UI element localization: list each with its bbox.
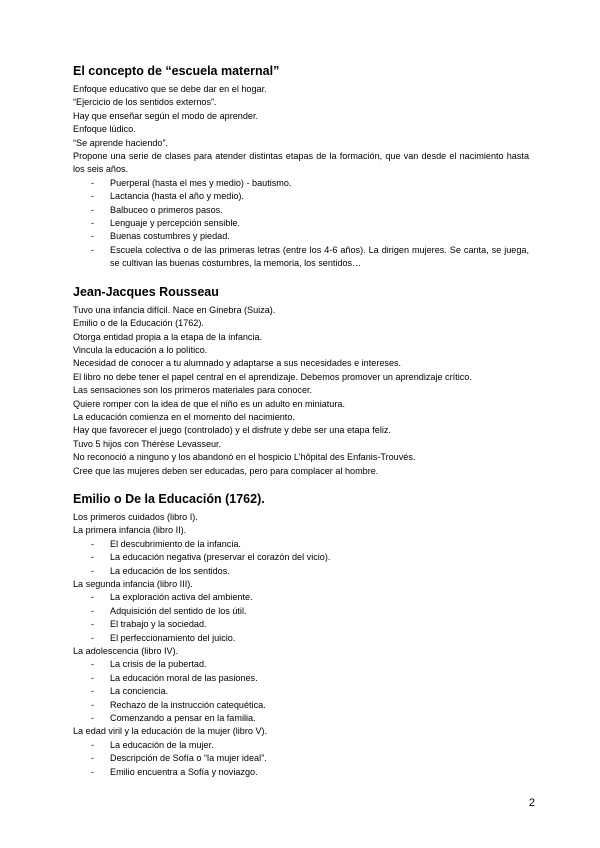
page-number: 2 (528, 797, 535, 809)
text-line: La educación comienza en el momento del nacimiento. (73, 411, 295, 422)
section-emilio (73, 492, 529, 779)
text-line: Las sensaciones son los primeros materiales para conocer. (73, 385, 313, 396)
text-line: “Ejercicio de los sentidos externos”. (73, 97, 217, 108)
document-page (73, 64, 529, 793)
text-line: Necesidad de conocer a tu alumnado y adaptarse a sus necesidades e intereses. (73, 358, 402, 369)
list-item: - Lenguaje y percepción sensible. (73, 217, 529, 230)
section-rousseau (73, 285, 529, 478)
list-item: - Descripción de Sofía o “la mujer ideal”. (73, 752, 529, 765)
text-line: Quiere romper con la idea de que el niño es un adulto en miniatura. (73, 398, 345, 409)
group-list (73, 658, 529, 725)
section-title: Jean-Jacques Rousseau (73, 284, 219, 299)
list-item: - Escuela colectiva o de las primeras letras (entre los 4-6 años). La dirigen mujeres. Se canta, se juega, se cultivan las buenas costumbres, la memoria, los sentidos… (73, 244, 529, 271)
text-line: Enfoque educativo que se debe dar en el hogar. (73, 84, 267, 94)
group-heading: La primera infancia (libro II). (73, 525, 187, 536)
text-line: Tuvo una infancia difícil. Nace en Ginebra (Suiza). (73, 304, 276, 315)
group-heading: La adolescencia (libro IV). (73, 646, 179, 657)
list-item: - Emilio encuentra a Sofía y noviazgo. (73, 766, 529, 779)
group-list (73, 739, 529, 779)
stage-list (73, 177, 529, 271)
list-item: - La educación de la mujer. (73, 739, 529, 752)
list-item: - Buenas costumbres y piedad. (73, 230, 529, 243)
text-line: Tuvo 5 hijos con Thérèse Levasseur. (73, 438, 222, 449)
list-item: - Puerperal (hasta el mes y medio) - bautismo. (73, 177, 529, 190)
list-item: - La educación moral de las pasiones. (73, 672, 529, 685)
text-line: El libro no debe tener el papel central en el aprendizaje. Debemos promover un aprendizaje crítico. (73, 371, 472, 382)
text-line: “Se aprende haciendo”. (73, 137, 169, 148)
list-item: - La educación negativa (preservar el corazón del vicio). (73, 551, 529, 564)
list-item: - Comenzando a pensar en la familia. (73, 712, 529, 725)
text-line: Hay que favorecer el juego (controlado) y el disfrute y debe ser una etapa feliz. (73, 425, 391, 436)
list-item: - La crisis de la pubertad. (73, 658, 529, 671)
list-item: - Balbuceo o primeros pasos. (73, 204, 529, 217)
group-heading: La segunda infancia (libro III). (73, 579, 193, 589)
list-item: - El trabajo y la sociedad. (73, 618, 529, 631)
text-line: Otorga entidad propia a la etapa de la infancia. (73, 331, 263, 342)
section-title: Emilio o De la Educación (1762). (73, 491, 265, 506)
group-list (73, 591, 529, 645)
paragraph: Propone una serie de clases para atender distintas etapas de la formación, que van desde el nacimiento hasta los seis años. (73, 151, 529, 175)
list-item: - La exploración activa del ambiente. (73, 591, 529, 604)
list-item: - La conciencia. (73, 685, 529, 698)
text-line: Enfoque lúdico. (73, 124, 136, 135)
section-title: El concepto de “escuela maternal” (73, 64, 280, 78)
list-item: - El descubrimiento de la infancia. (73, 538, 529, 551)
group-heading: La edad viril y la educación de la mujer (libro V). (73, 726, 268, 737)
list-item: - Rechazo de la instrucción catequética. (73, 699, 529, 712)
text-line: Hay que enseñar según el modo de aprender. (73, 110, 259, 121)
group-list (73, 538, 529, 578)
list-item: - El perfeccionamiento del juicio. (73, 632, 529, 645)
text-line: No reconoció a ninguno y los abandonó en el hospicio L’hôpital des Enfanis-Trouvés. (73, 452, 416, 463)
text-line: Los primeros cuidados (libro I). (73, 511, 198, 522)
text-line: Cree que las mujeres deben ser educadas, pero para complacer al hombre. (73, 465, 379, 476)
text-line: Vincula la educación a lo político. (73, 344, 208, 355)
text-line: Emilio o de la Educación (1762). (73, 318, 204, 329)
list-item: - La educación de los sentidos. (73, 565, 529, 578)
list-item: - Lactancia (hasta el año y medio). (73, 190, 529, 203)
section-escuela-maternal (73, 64, 529, 271)
list-item: - Adquisición del sentido de los útil. (73, 605, 529, 618)
